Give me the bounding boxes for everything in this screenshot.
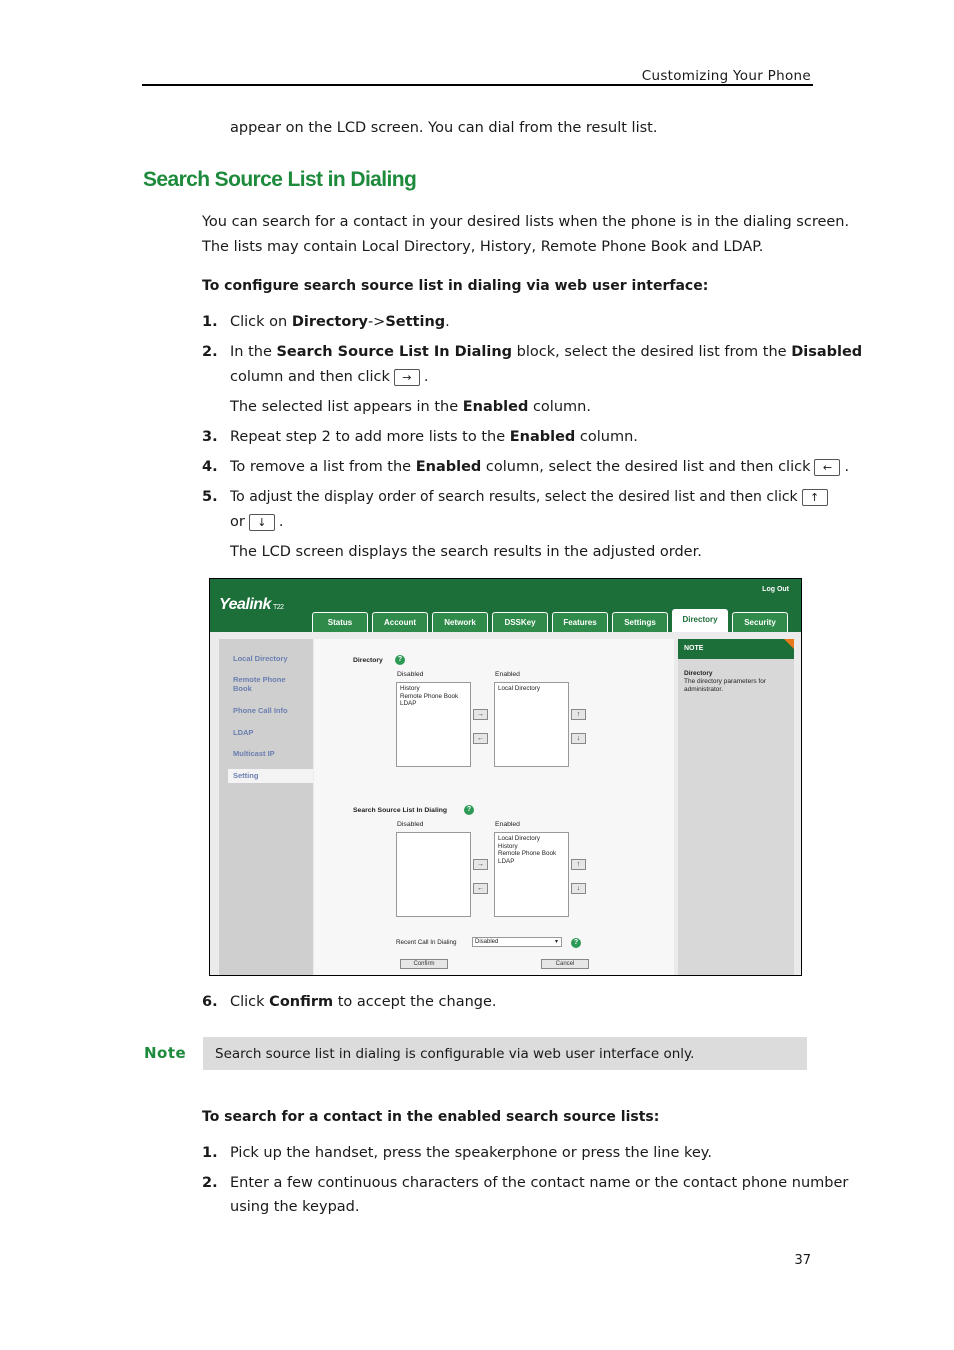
step-number: 5. xyxy=(202,489,218,505)
search-step-2-line-1: Enter a few continuous characters of the contact name or the contact phone number xyxy=(230,1175,849,1191)
step-4-text xyxy=(230,458,849,476)
move-right-button[interactable]: → xyxy=(473,709,488,720)
tab-directory[interactable]: Directory xyxy=(672,609,728,632)
ui-term-disabled: Disabled xyxy=(791,344,863,360)
confirm-button[interactable]: Confirm xyxy=(400,959,448,969)
help-icon[interactable]: ? xyxy=(571,938,581,948)
web-ui-screenshot xyxy=(209,578,802,976)
tab-account[interactable]: Account xyxy=(372,612,428,632)
list-item[interactable]: Local Directory xyxy=(498,685,540,692)
step-3-text xyxy=(230,428,638,446)
move-left-button[interactable]: ← xyxy=(473,733,488,744)
logo-text: Yealink xyxy=(219,596,271,613)
note-corner-flag xyxy=(784,639,794,649)
sidebar-item-remote-phone-book[interactable]: Remote Phone Book xyxy=(233,675,286,693)
tab-settings[interactable]: Settings xyxy=(612,612,668,632)
search-enabled-list[interactable] xyxy=(494,832,569,917)
yealink-logo xyxy=(219,596,284,614)
move-down-button[interactable]: ↓ xyxy=(571,733,586,744)
step-2-result xyxy=(230,398,591,416)
move-up-button[interactable]: ↑ xyxy=(571,709,586,720)
directory-enabled-list[interactable] xyxy=(494,682,569,767)
recent-call-select[interactable] xyxy=(472,937,562,947)
disabled-label: Disabled xyxy=(397,671,424,678)
page-number: 37 xyxy=(794,1253,811,1268)
tab-status[interactable]: Status xyxy=(312,612,368,632)
list-item[interactable]: History xyxy=(400,685,420,692)
recent-call-label: Recent Call In Dialing xyxy=(396,939,457,946)
note-box xyxy=(203,1037,807,1070)
ui-term-enabled: Enabled xyxy=(415,459,482,475)
left-arrow-icon: ← xyxy=(814,459,840,476)
step-text: block, select the desired list from the xyxy=(512,344,792,360)
note-label: Note xyxy=(144,1044,187,1062)
disabled-label: Disabled xyxy=(397,821,424,828)
step-number: 2. xyxy=(202,344,218,360)
step-number: 6. xyxy=(202,994,218,1010)
note-header: NOTE xyxy=(678,639,794,659)
header-rule xyxy=(142,84,813,86)
step-text: To adjust the display order of search results, select the desired list and then click xyxy=(230,489,798,505)
note-heading: Directory xyxy=(684,670,713,677)
help-icon[interactable]: ? xyxy=(395,655,405,665)
procedure-title-search: To search for a contact in the enabled search source lists: xyxy=(202,1109,660,1125)
down-arrow-icon: ↓ xyxy=(249,514,275,531)
step-text: -> xyxy=(367,314,386,330)
model-text: T22 xyxy=(272,604,284,611)
sidebar-item-phone-call-info[interactable]: Phone Call Info xyxy=(233,706,288,715)
ui-term-confirm: Confirm xyxy=(269,994,334,1010)
top-banner xyxy=(210,579,801,632)
tab-security[interactable]: Security xyxy=(732,612,788,632)
step-5-text xyxy=(230,488,832,506)
logout-link[interactable]: Log Out xyxy=(762,586,789,593)
move-left-button[interactable]: ← xyxy=(473,883,488,894)
sidebar-item-multicast-ip[interactable]: Multicast IP xyxy=(233,749,275,758)
step-text: column. xyxy=(528,399,591,415)
step-number: 1. xyxy=(202,314,218,330)
search-source-label: Search Source List In Dialing xyxy=(353,807,448,814)
step-text: . xyxy=(844,459,850,475)
chevron-down-icon: ▾ xyxy=(554,939,558,945)
search-step-1-text: Pick up the handset, press the speakerphone or press the line key. xyxy=(230,1145,712,1161)
list-item[interactable]: LDAP xyxy=(498,857,515,865)
tab-dsskey[interactable]: DSSKey xyxy=(492,612,548,632)
sidebar xyxy=(219,639,313,975)
note-panel xyxy=(678,639,794,975)
tab-features[interactable]: Features xyxy=(552,612,608,632)
section-title: Search Source List in Dialing xyxy=(143,168,417,191)
note-body: The directory parameters for administrator. xyxy=(684,678,767,693)
select-value: Disabled xyxy=(475,939,499,945)
step-text: or xyxy=(230,514,245,530)
step-text: Repeat step 2 to add more lists to the xyxy=(230,429,510,445)
procedure-title-configure: To configure search source list in dialing via web user interface: xyxy=(202,278,709,294)
up-arrow-icon: ↑ xyxy=(802,489,828,506)
step-6-text xyxy=(230,993,497,1011)
sidebar-item-local-directory[interactable]: Local Directory xyxy=(233,654,288,663)
step-text: . xyxy=(278,514,284,530)
ui-term-enabled: Enabled xyxy=(462,399,529,415)
sidebar-item-setting[interactable]: Setting xyxy=(228,769,313,783)
list-item[interactable]: LDAP xyxy=(400,700,417,708)
right-arrow-icon: → xyxy=(394,369,420,386)
step-text: column. xyxy=(575,429,638,445)
directory-label: Directory xyxy=(353,657,383,664)
step-1-text xyxy=(230,313,450,331)
step-text: column and then click xyxy=(230,369,390,385)
step-number: 1. xyxy=(202,1145,218,1161)
ui-term-directory: Directory xyxy=(291,314,368,330)
sidebar-item-ldap[interactable]: LDAP xyxy=(233,728,254,737)
step-text: The selected list appears in the xyxy=(230,399,463,415)
list-item[interactable]: History xyxy=(498,842,518,850)
search-disabled-list[interactable] xyxy=(396,832,471,917)
search-step-2-line-2: using the keypad. xyxy=(230,1199,360,1215)
cancel-button[interactable]: Cancel xyxy=(541,959,589,969)
step-5-result: The LCD screen displays the search results in the adjusted order. xyxy=(230,544,702,560)
note-text: Search source list in dialing is configurable via web user interface only. xyxy=(215,1046,695,1062)
step-text: In the xyxy=(230,344,277,360)
list-item[interactable]: Remote Phone Book xyxy=(498,850,557,858)
step-number: 2. xyxy=(202,1175,218,1191)
ui-term-search-source: Search Source List In Dialing xyxy=(276,344,513,360)
step-text: . xyxy=(445,314,450,330)
step-text: Click xyxy=(230,994,270,1010)
enabled-label: Enabled xyxy=(495,821,520,828)
list-item[interactable]: Local Directory xyxy=(498,835,540,842)
step-number: 4. xyxy=(202,459,218,475)
move-up-button[interactable]: ↑ xyxy=(571,859,586,870)
step-text: Click on xyxy=(230,314,292,330)
intro-text: appear on the LCD screen. You can dial from the result list. xyxy=(230,120,658,136)
tab-network[interactable]: Network xyxy=(432,612,488,632)
step-2-line-2 xyxy=(230,368,428,386)
step-2-text xyxy=(230,343,862,361)
move-down-button[interactable]: ↓ xyxy=(571,883,586,894)
running-header: Customizing Your Phone xyxy=(641,68,811,84)
step-text: . xyxy=(423,369,429,385)
ui-term-enabled: Enabled xyxy=(509,429,576,445)
help-icon[interactable]: ? xyxy=(464,805,474,815)
enabled-label: Enabled xyxy=(495,671,520,678)
settings-content xyxy=(314,639,674,975)
step-text: to accept the change. xyxy=(333,994,497,1010)
list-item[interactable]: Remote Phone Book xyxy=(400,692,459,700)
ui-term-setting: Setting xyxy=(385,314,446,330)
step-text: column, select the desired list and then click xyxy=(481,459,811,475)
directory-disabled-list[interactable] xyxy=(396,682,471,767)
description-line-1: You can search for a contact in your desired lists when the phone is in the dialing screen. xyxy=(202,214,850,230)
step-text: To remove a list from the xyxy=(230,459,416,475)
move-right-button[interactable]: → xyxy=(473,859,488,870)
step-5-line-2 xyxy=(230,513,283,531)
step-number: 3. xyxy=(202,429,218,445)
description-line-2: The lists may contain Local Directory, History, Remote Phone Book and LDAP. xyxy=(202,239,764,255)
